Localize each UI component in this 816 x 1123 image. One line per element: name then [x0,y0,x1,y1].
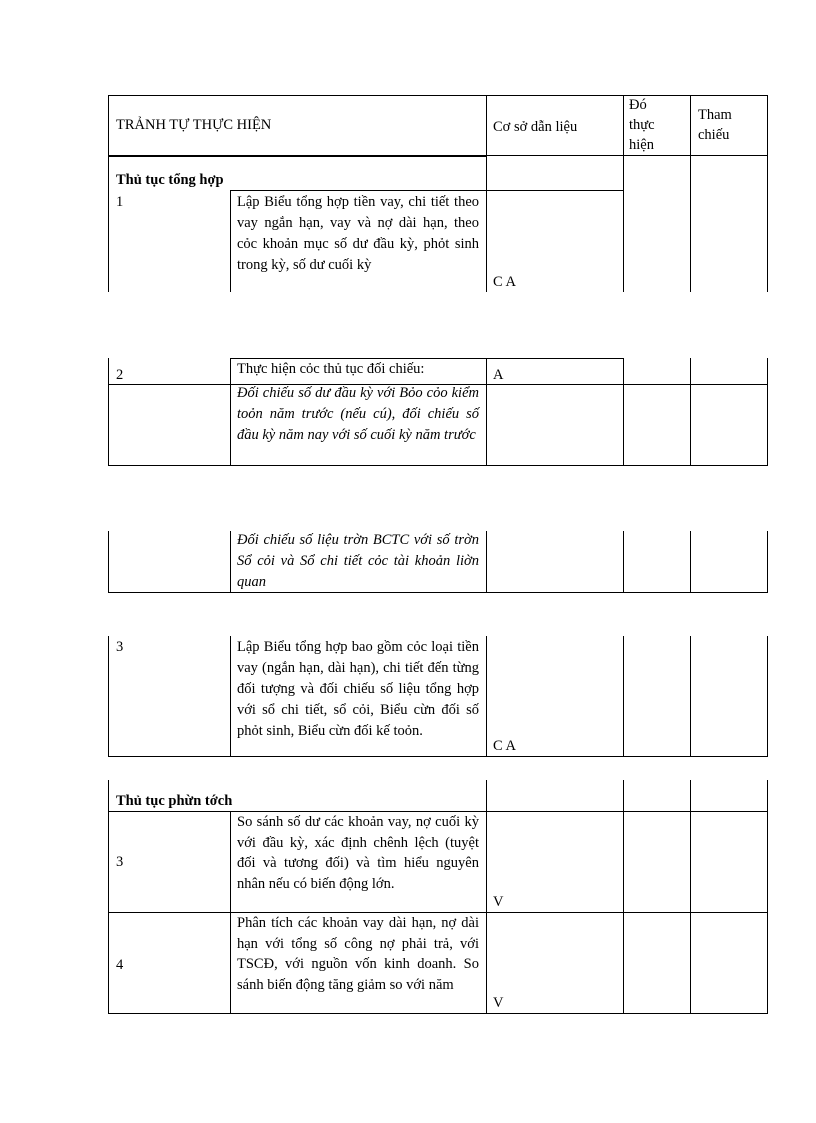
row-number: 1 [116,194,124,210]
row-assertion: V [493,995,504,1011]
row-assertion: A [493,367,504,383]
row-procedure-text: So sánh số dư các khoản vay, nợ cuối kỳ với đầu kỳ, xác định chênh lệch (tuyệt đối và tương đối) và tìm hiểu nguyên nhân nếu có biến động lớn. [237,814,479,892]
header-assertion: Cơ sở dẫn liệu [493,119,578,135]
row-procedure-text: Thực hiện cỏc thủ tục đối chiếu: [237,361,425,377]
header-sequence: TRẢNH TỰ THỰC HIỆN [116,117,272,133]
row-number: 3 [116,639,124,655]
row-assertion: C A [493,274,516,290]
row-number: 2 [116,367,124,383]
row-procedure-text: Lập Biểu tổng hợp tiền vay, chi tiết theo vay ngắn hạn, vay và nợ dài hạn, theo cỏc khoản mục số dư đầu kỳ, phỏt sinh trong kỳ, số dư cuối kỳ [237,194,479,273]
row-subprocedure-text: Đối chiếu số liệu trờn BCTC với số trờn Sổ cỏi và Sổ chi tiết cỏc tài khoản liờn quan [237,532,479,590]
row-assertion: V [493,894,504,910]
header-reference: Tham chiếu [698,107,732,143]
row-number: 3 [116,854,124,870]
row-procedure-text: Phân tích các khoản vay dài hạn, nợ dài hạn với tổng số công nợ phải trả, với TSCĐ, với nguồn vốn kinh doanh. So sánh biến động tăng giảm so với năm [237,915,479,993]
row-number: 4 [116,957,124,973]
section-analysis-title: Thủ tục phừn tớch [116,793,233,809]
row-procedure-text: Lập Biểu tổng hợp bao gồm cỏc loại tiền vay (ngắn hạn, dài hạn), chi tiết đến từng đối tượng và đối chiếu số liệu tổng hợp với sổ chi tiết, sổ cỏi, Biểu cừn đối số phỏt sinh, Biểu cừn đối kế toỏn. [237,639,479,739]
row-assertion: C A [493,738,516,754]
header-done: Đó thực hiện [629,97,655,153]
section-general-title: Thủ tục tổng hợp [116,172,224,188]
row-subprocedure-text: Đối chiếu số dư đầu kỳ với Bỏo cỏo kiểm toỏn năm trước (nếu cú), đối chiếu số đầu kỳ năm nay với số cuối kỳ năm trước [237,385,479,443]
